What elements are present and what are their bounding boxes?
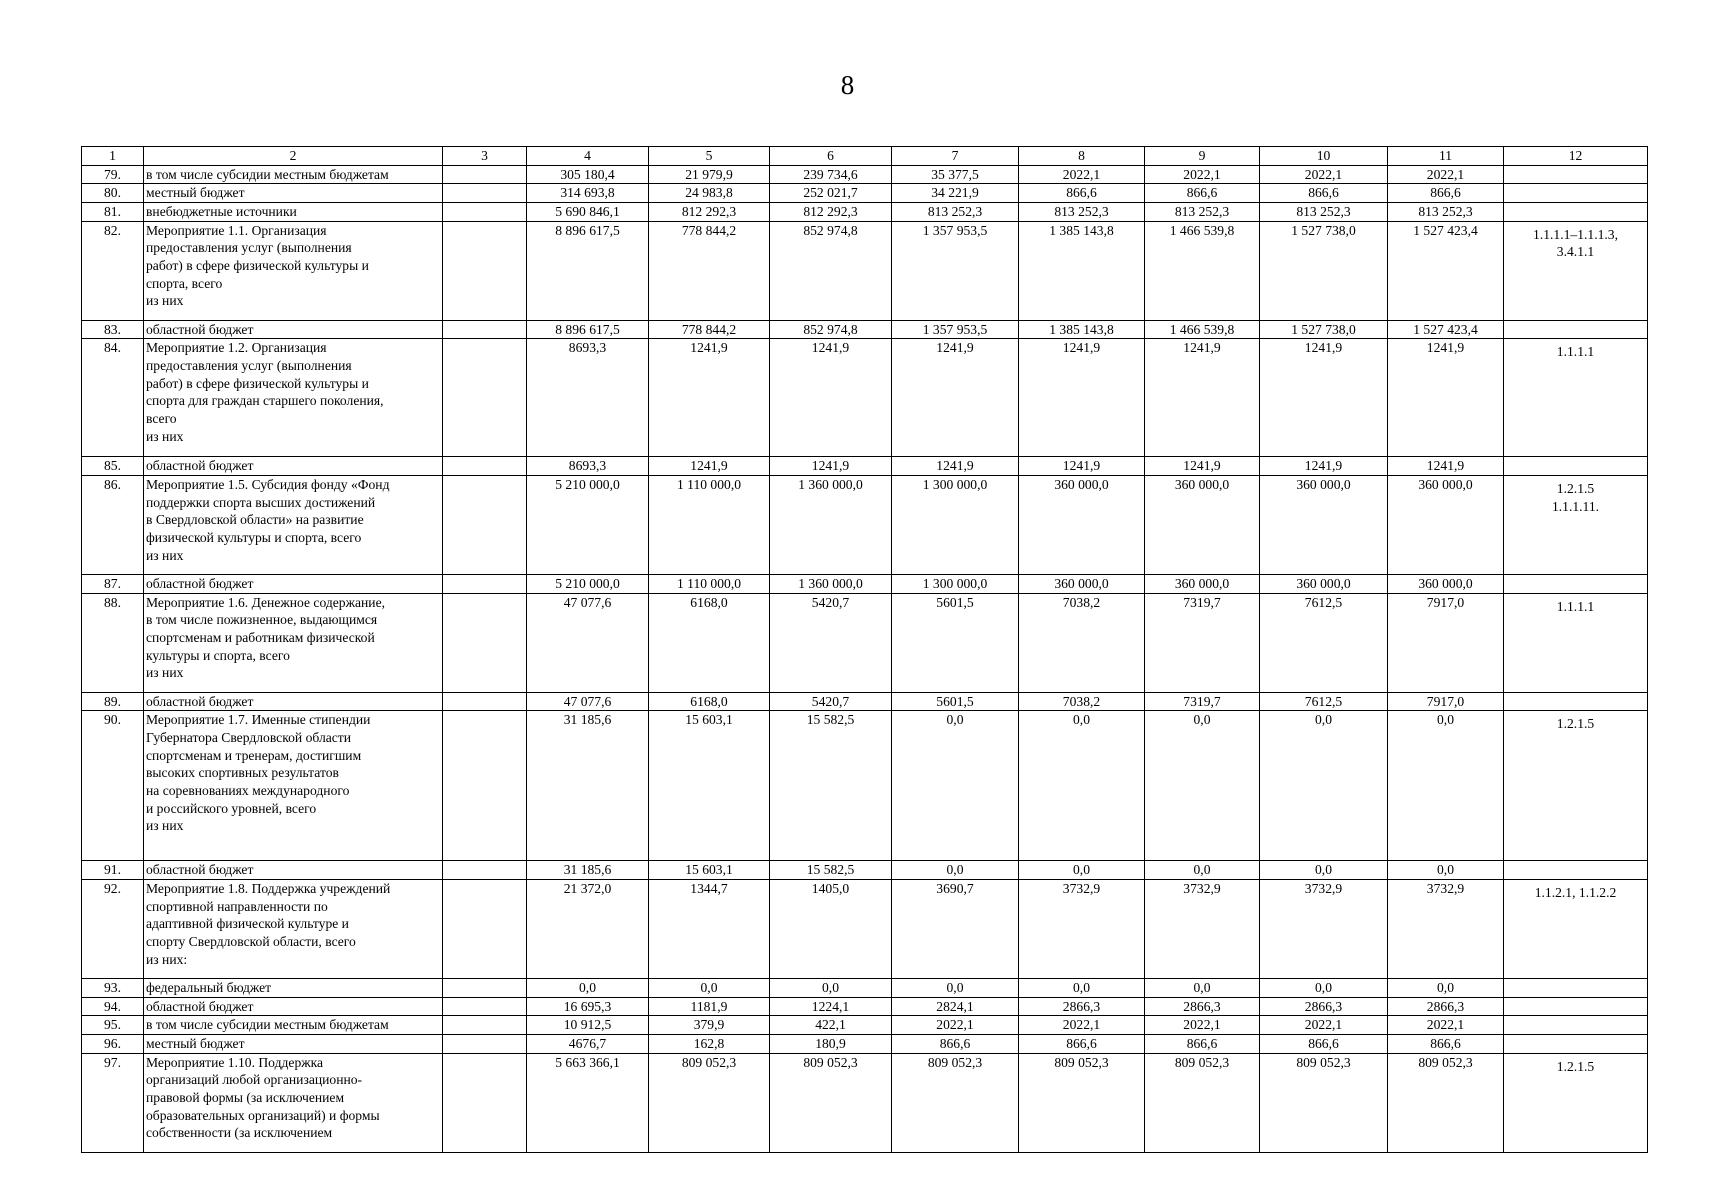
- table-row: [82, 1035, 1648, 1054]
- value-cell: 8 896 617,5: [527, 221, 649, 320]
- value-cell: 15 603,1: [649, 711, 770, 861]
- table-row: [82, 339, 1648, 457]
- value-cell: 360 000,0: [1388, 575, 1504, 594]
- row-label: внебюджетные источники: [144, 203, 443, 222]
- value-cell: 0,0: [1145, 711, 1260, 861]
- value-cell: 1181,9: [649, 997, 770, 1016]
- row-number: 86.: [82, 476, 144, 575]
- value-cell: 3732,9: [1019, 880, 1145, 979]
- value-cell: 813 252,3: [1019, 203, 1145, 222]
- row-target: [1504, 1016, 1648, 1035]
- value-cell: 2022,1: [1145, 165, 1260, 184]
- value-cell: 866,6: [1260, 184, 1388, 203]
- value-cell: 1 360 000,0: [770, 575, 892, 594]
- row-col3: [443, 979, 527, 998]
- row-target: [1504, 184, 1648, 203]
- value-cell: 1241,9: [1260, 339, 1388, 457]
- row-target: [1504, 457, 1648, 476]
- value-cell: 2866,3: [1145, 997, 1260, 1016]
- value-cell: 1241,9: [1145, 457, 1260, 476]
- value-cell: 0,0: [1019, 711, 1145, 861]
- header-cell: 10: [1260, 147, 1388, 166]
- value-cell: 47 077,6: [527, 593, 649, 692]
- value-cell: 2022,1: [892, 1016, 1019, 1035]
- row-col3: [443, 1035, 527, 1054]
- value-cell: 7612,5: [1260, 692, 1388, 711]
- row-label: областной бюджет: [144, 575, 443, 594]
- value-cell: 24 983,8: [649, 184, 770, 203]
- value-cell: 813 252,3: [1388, 203, 1504, 222]
- value-cell: 809 052,3: [1260, 1053, 1388, 1152]
- value-cell: 379,9: [649, 1016, 770, 1035]
- row-label: Мероприятие 1.5. Субсидия фонду «Фонд поддержки спорта высших достижений в Свердловской области» на развитие физической культуры и спорта, всего из них: [144, 476, 443, 575]
- row-target: 1.2.1.5: [1504, 1053, 1648, 1152]
- table-row: [82, 575, 1648, 594]
- value-cell: 5 210 000,0: [527, 575, 649, 594]
- value-cell: 1 110 000,0: [649, 575, 770, 594]
- row-target: [1504, 979, 1648, 998]
- row-label: областной бюджет: [144, 997, 443, 1016]
- value-cell: 0,0: [1019, 861, 1145, 880]
- row-target: 1.1.1.1: [1504, 593, 1648, 692]
- value-cell: 1241,9: [892, 339, 1019, 457]
- row-col3: [443, 575, 527, 594]
- value-cell: 0,0: [1260, 861, 1388, 880]
- value-cell: 0,0: [892, 979, 1019, 998]
- value-cell: 1241,9: [1388, 457, 1504, 476]
- value-cell: 8693,3: [527, 457, 649, 476]
- value-cell: 7917,0: [1388, 692, 1504, 711]
- value-cell: 3732,9: [1260, 880, 1388, 979]
- row-target: 1.2.1.5 1.1.1.11.: [1504, 476, 1648, 575]
- value-cell: 812 292,3: [649, 203, 770, 222]
- value-cell: 1 385 143,8: [1019, 320, 1145, 339]
- value-cell: 1241,9: [1260, 457, 1388, 476]
- value-cell: 0,0: [1388, 861, 1504, 880]
- table-row: [82, 711, 1648, 861]
- value-cell: 7038,2: [1019, 593, 1145, 692]
- value-cell: 180,9: [770, 1035, 892, 1054]
- value-cell: 47 077,6: [527, 692, 649, 711]
- row-target: 1.1.2.1, 1.1.2.2: [1504, 880, 1648, 979]
- row-label: Мероприятие 1.8. Поддержка учреждений спортивной направленности по адаптивной физической культуре и спорту Свердловской области, всего из них:: [144, 880, 443, 979]
- header-cell: 7: [892, 147, 1019, 166]
- row-number: 79.: [82, 165, 144, 184]
- value-cell: 809 052,3: [892, 1053, 1019, 1152]
- row-number: 85.: [82, 457, 144, 476]
- value-cell: 4676,7: [527, 1035, 649, 1054]
- value-cell: 1241,9: [649, 339, 770, 457]
- value-cell: 15 582,5: [770, 861, 892, 880]
- value-cell: 866,6: [1388, 184, 1504, 203]
- table-row: [82, 320, 1648, 339]
- value-cell: 812 292,3: [770, 203, 892, 222]
- value-cell: 7319,7: [1145, 692, 1260, 711]
- row-label: Мероприятие 1.1. Организация предоставления услуг (выполнения работ) в сфере физической культуры и спорта, всего из них: [144, 221, 443, 320]
- value-cell: 0,0: [1388, 711, 1504, 861]
- value-cell: 3732,9: [1388, 880, 1504, 979]
- row-number: 93.: [82, 979, 144, 998]
- row-col3: [443, 711, 527, 861]
- row-number: 89.: [82, 692, 144, 711]
- value-cell: 0,0: [1260, 711, 1388, 861]
- table-row: [82, 979, 1648, 998]
- value-cell: 5601,5: [892, 593, 1019, 692]
- value-cell: 16 695,3: [527, 997, 649, 1016]
- value-cell: 360 000,0: [1019, 575, 1145, 594]
- value-cell: 5420,7: [770, 692, 892, 711]
- value-cell: 2022,1: [1260, 1016, 1388, 1035]
- row-col3: [443, 593, 527, 692]
- value-cell: 1241,9: [1019, 457, 1145, 476]
- value-cell: 7917,0: [1388, 593, 1504, 692]
- row-number: 96.: [82, 1035, 144, 1054]
- value-cell: 1 110 000,0: [649, 476, 770, 575]
- value-cell: 2824,1: [892, 997, 1019, 1016]
- row-col3: [443, 861, 527, 880]
- value-cell: 31 185,6: [527, 711, 649, 861]
- value-cell: 1 385 143,8: [1019, 221, 1145, 320]
- value-cell: 852 974,8: [770, 221, 892, 320]
- value-cell: 1 527 423,4: [1388, 320, 1504, 339]
- value-cell: 2866,3: [1388, 997, 1504, 1016]
- row-number: 87.: [82, 575, 144, 594]
- row-number: 81.: [82, 203, 144, 222]
- row-number: 82.: [82, 221, 144, 320]
- table-row: [82, 880, 1648, 979]
- value-cell: 1 466 539,8: [1145, 221, 1260, 320]
- value-cell: 360 000,0: [1260, 476, 1388, 575]
- value-cell: 813 252,3: [1145, 203, 1260, 222]
- value-cell: 0,0: [770, 979, 892, 998]
- value-cell: 1 527 738,0: [1260, 320, 1388, 339]
- value-cell: 2022,1: [1145, 1016, 1260, 1035]
- value-cell: 5 663 366,1: [527, 1053, 649, 1152]
- value-cell: 8693,3: [527, 339, 649, 457]
- row-label: областной бюджет: [144, 692, 443, 711]
- header-cell: 5: [649, 147, 770, 166]
- page-number: 8: [840, 70, 855, 100]
- value-cell: 809 052,3: [1388, 1053, 1504, 1152]
- value-cell: 162,8: [649, 1035, 770, 1054]
- header-cell: 4: [527, 147, 649, 166]
- value-cell: 809 052,3: [770, 1053, 892, 1152]
- value-cell: 422,1: [770, 1016, 892, 1035]
- value-cell: 31 185,6: [527, 861, 649, 880]
- row-number: 95.: [82, 1016, 144, 1035]
- value-cell: 34 221,9: [892, 184, 1019, 203]
- value-cell: 2866,3: [1260, 997, 1388, 1016]
- value-cell: 2022,1: [1388, 165, 1504, 184]
- value-cell: 0,0: [1019, 979, 1145, 998]
- row-label: Мероприятие 1.10. Поддержка организаций любой организационно- правовой формы (за исключением образовательных организаций) и формы собственности (за исключением: [144, 1053, 443, 1152]
- value-cell: 866,6: [1019, 184, 1145, 203]
- value-cell: 5 690 846,1: [527, 203, 649, 222]
- value-cell: 2022,1: [1260, 165, 1388, 184]
- value-cell: 21 372,0: [527, 880, 649, 979]
- row-label: в том числе субсидии местным бюджетам: [144, 1016, 443, 1035]
- row-col3: [443, 1016, 527, 1035]
- value-cell: 1405,0: [770, 880, 892, 979]
- table-row: [82, 203, 1648, 222]
- value-cell: 7612,5: [1260, 593, 1388, 692]
- value-cell: 1 527 423,4: [1388, 221, 1504, 320]
- row-target: [1504, 575, 1648, 594]
- value-cell: 1 357 953,5: [892, 221, 1019, 320]
- value-cell: 809 052,3: [1019, 1053, 1145, 1152]
- value-cell: 0,0: [649, 979, 770, 998]
- value-cell: 3732,9: [1145, 880, 1260, 979]
- row-col3: [443, 997, 527, 1016]
- value-cell: 866,6: [1145, 184, 1260, 203]
- value-cell: 360 000,0: [1019, 476, 1145, 575]
- row-label: областной бюджет: [144, 457, 443, 476]
- row-label: федеральный бюджет: [144, 979, 443, 998]
- value-cell: 15 603,1: [649, 861, 770, 880]
- header-cell: 11: [1388, 147, 1504, 166]
- table-row: [82, 457, 1648, 476]
- value-cell: 8 896 617,5: [527, 320, 649, 339]
- row-label: Мероприятие 1.2. Организация предоставления услуг (выполнения работ) в сфере физической культуры и спорта для граждан старшего поколения, всего из них: [144, 339, 443, 457]
- value-cell: 2022,1: [1388, 1016, 1504, 1035]
- value-cell: 5601,5: [892, 692, 1019, 711]
- row-number: 92.: [82, 880, 144, 979]
- row-target: [1504, 861, 1648, 880]
- value-cell: 1 360 000,0: [770, 476, 892, 575]
- table-row: [82, 476, 1648, 575]
- row-number: 94.: [82, 997, 144, 1016]
- table-row: [82, 1053, 1648, 1152]
- value-cell: 778 844,2: [649, 320, 770, 339]
- value-cell: 35 377,5: [892, 165, 1019, 184]
- row-label: Мероприятие 1.6. Денежное содержание, в том числе пожизненное, выдающимся спортсменам и работникам физической культуры и спорта, всего из них: [144, 593, 443, 692]
- row-col3: [443, 880, 527, 979]
- value-cell: 7319,7: [1145, 593, 1260, 692]
- value-cell: 0,0: [1145, 861, 1260, 880]
- value-cell: 360 000,0: [1388, 476, 1504, 575]
- row-col3: [443, 221, 527, 320]
- value-cell: 1241,9: [649, 457, 770, 476]
- value-cell: 0,0: [1145, 979, 1260, 998]
- value-cell: 866,6: [1145, 1035, 1260, 1054]
- row-col3: [443, 476, 527, 575]
- value-cell: 10 912,5: [527, 1016, 649, 1035]
- value-cell: 1241,9: [1019, 339, 1145, 457]
- value-cell: 21 979,9: [649, 165, 770, 184]
- value-cell: 1 300 000,0: [892, 476, 1019, 575]
- row-target: [1504, 1035, 1648, 1054]
- value-cell: 813 252,3: [892, 203, 1019, 222]
- value-cell: 866,6: [1388, 1035, 1504, 1054]
- value-cell: 0,0: [1260, 979, 1388, 998]
- header-cell: 6: [770, 147, 892, 166]
- value-cell: 1241,9: [892, 457, 1019, 476]
- value-cell: 1 300 000,0: [892, 575, 1019, 594]
- table-row: [82, 221, 1648, 320]
- value-cell: 866,6: [892, 1035, 1019, 1054]
- row-number: 97.: [82, 1053, 144, 1152]
- table-row: [82, 861, 1648, 880]
- row-label: Мероприятие 1.7. Именные стипендии Губернатора Свердловской области спортсменам и тренерам, достигшим высоких спортивных результатов на соревнованиях международного и российского уровней, всего из них: [144, 711, 443, 861]
- row-col3: [443, 203, 527, 222]
- value-cell: 1241,9: [770, 339, 892, 457]
- value-cell: 1 357 953,5: [892, 320, 1019, 339]
- value-cell: 6168,0: [649, 692, 770, 711]
- row-col3: [443, 692, 527, 711]
- row-col3: [443, 339, 527, 457]
- table-row: [82, 692, 1648, 711]
- value-cell: 0,0: [1388, 979, 1504, 998]
- value-cell: 5420,7: [770, 593, 892, 692]
- row-label: областной бюджет: [144, 861, 443, 880]
- value-cell: 866,6: [1019, 1035, 1145, 1054]
- value-cell: 2022,1: [1019, 165, 1145, 184]
- value-cell: 809 052,3: [1145, 1053, 1260, 1152]
- value-cell: 239 734,6: [770, 165, 892, 184]
- row-number: 91.: [82, 861, 144, 880]
- table-row: [82, 997, 1648, 1016]
- value-cell: 809 052,3: [649, 1053, 770, 1152]
- header-cell: 1: [82, 147, 144, 166]
- row-label: местный бюджет: [144, 1035, 443, 1054]
- row-col3: [443, 165, 527, 184]
- value-cell: 6168,0: [649, 593, 770, 692]
- row-target: [1504, 997, 1648, 1016]
- value-cell: 813 252,3: [1260, 203, 1388, 222]
- row-target: 1.1.1.1–1.1.1.3, 3.4.1.1: [1504, 221, 1648, 320]
- value-cell: 2866,3: [1019, 997, 1145, 1016]
- header-cell: 9: [1145, 147, 1260, 166]
- row-number: 88.: [82, 593, 144, 692]
- table-row: [82, 165, 1648, 184]
- value-cell: 0,0: [892, 861, 1019, 880]
- value-cell: 360 000,0: [1260, 575, 1388, 594]
- value-cell: 252 021,7: [770, 184, 892, 203]
- value-cell: 3690,7: [892, 880, 1019, 979]
- value-cell: 866,6: [1260, 1035, 1388, 1054]
- row-label: в том числе субсидии местным бюджетам: [144, 165, 443, 184]
- value-cell: 305 180,4: [527, 165, 649, 184]
- budget-table: [81, 146, 1648, 1153]
- table-row: [82, 184, 1648, 203]
- row-col3: [443, 457, 527, 476]
- value-cell: 778 844,2: [649, 221, 770, 320]
- value-cell: 360 000,0: [1145, 575, 1260, 594]
- header-cell: 8: [1019, 147, 1145, 166]
- value-cell: 1241,9: [770, 457, 892, 476]
- row-target: [1504, 203, 1648, 222]
- header-cell: 2: [144, 147, 443, 166]
- value-cell: 1 466 539,8: [1145, 320, 1260, 339]
- value-cell: 1224,1: [770, 997, 892, 1016]
- row-number: 80.: [82, 184, 144, 203]
- row-number: 84.: [82, 339, 144, 457]
- value-cell: 360 000,0: [1145, 476, 1260, 575]
- value-cell: 314 693,8: [527, 184, 649, 203]
- row-target: [1504, 320, 1648, 339]
- row-label: областной бюджет: [144, 320, 443, 339]
- header-cell: 12: [1504, 147, 1648, 166]
- row-target: [1504, 692, 1648, 711]
- value-cell: 5 210 000,0: [527, 476, 649, 575]
- row-target: 1.2.1.5: [1504, 711, 1648, 861]
- row-target: [1504, 165, 1648, 184]
- value-cell: 0,0: [527, 979, 649, 998]
- row-col3: [443, 184, 527, 203]
- row-label: местный бюджет: [144, 184, 443, 203]
- table-row: [82, 593, 1648, 692]
- value-cell: 7038,2: [1019, 692, 1145, 711]
- value-cell: 1241,9: [1145, 339, 1260, 457]
- table-row: [82, 1016, 1648, 1035]
- row-col3: [443, 320, 527, 339]
- row-col3: [443, 1053, 527, 1152]
- value-cell: 15 582,5: [770, 711, 892, 861]
- table-body: [82, 147, 1648, 1153]
- row-target: 1.1.1.1: [1504, 339, 1648, 457]
- header-cell: 3: [443, 147, 527, 166]
- value-cell: 2022,1: [1019, 1016, 1145, 1035]
- row-number: 90.: [82, 711, 144, 861]
- table-header-row: [82, 147, 1648, 166]
- value-cell: 1344,7: [649, 880, 770, 979]
- value-cell: 852 974,8: [770, 320, 892, 339]
- row-number: 83.: [82, 320, 144, 339]
- value-cell: 1241,9: [1388, 339, 1504, 457]
- value-cell: 1 527 738,0: [1260, 221, 1388, 320]
- value-cell: 0,0: [892, 711, 1019, 861]
